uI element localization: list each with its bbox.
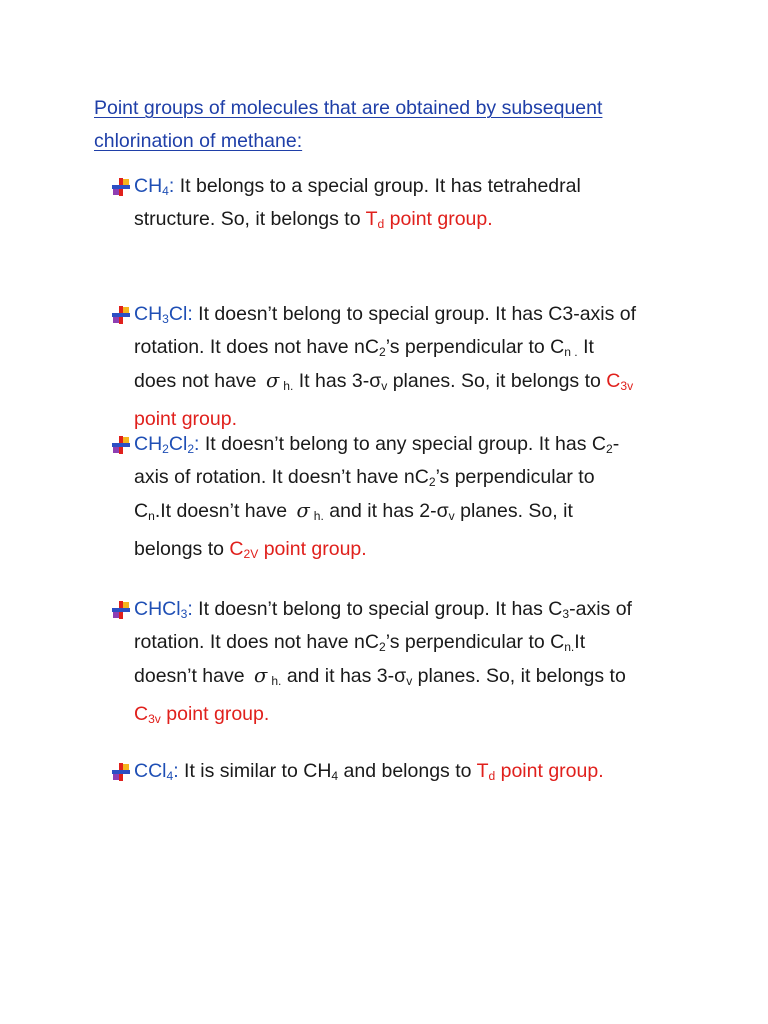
bullet-icon — [112, 178, 130, 196]
chcl3-line-3: doesn’t have σ h. and it has $3-\sigma_v$ planes. So, it belongs to — [134, 664, 626, 689]
sigma-symbol: σ — [296, 499, 310, 522]
sigma-symbol: σ — [265, 369, 280, 392]
ch2cl2-line-2: axis of rotation. It doesn’t have $nC_2’s$ perpendicular to — [134, 466, 595, 490]
ch3cl-line-3: does not have σ h. It has $3-\sigma_v$ planes. So, it belongs to $C_{3v}$ — [134, 369, 634, 394]
entry-chcl3 — [112, 593, 712, 731]
formula-chcl3: CHCl$_3$: — [134, 598, 193, 622]
entry-ch4 — [112, 170, 712, 236]
formula-ch2cl2: $CH_2Cl_2$: — [134, 433, 200, 457]
bullet-icon — [112, 763, 130, 781]
bullet-icon — [112, 601, 130, 619]
entry-ccl4 — [112, 755, 712, 788]
ch3cl-line-1: It doesn’t belong to special group. It has C3-axis of — [192, 303, 637, 325]
ccl4-line-1: It is similar to $CH_4$ and belongs to — [178, 760, 477, 784]
ch4-line-2: structure. So, it belongs to — [134, 208, 366, 230]
sigma-symbol: σ — [254, 664, 268, 687]
formula-ch4: $CH_4$: — [134, 175, 175, 199]
formula-ccl4: CCl$_4$: — [134, 760, 179, 784]
ch3cl-line-2: rotation. It does not have $nC_2’s$ perpendicular to $C_{n .}$ It — [134, 336, 594, 360]
heading-line-2: chlorination of methane: — [94, 130, 303, 152]
point-group-td: $T_d$ point group. — [476, 760, 604, 784]
ch2cl2-line-4: belongs to $C_{2V}$ point group. — [134, 538, 367, 562]
ch2cl2-line-1: It doesn’t belong to any special group. It has $C_2-$ — [199, 433, 620, 457]
chcl3-line-2: rotation. It does not have $nC_2’s$ perpendicular to $C_{n.}It$ — [134, 631, 586, 655]
point-group-c3v: $C_{3v}$ point group. — [134, 703, 270, 727]
ch4-line-1: It belongs to a special group. It has tetrahedral — [179, 175, 581, 197]
bullet-icon — [112, 436, 130, 454]
formula-ch3cl: $CH_3Cl$: — [134, 303, 193, 327]
point-group-td: $T_d$ point group. — [365, 208, 493, 232]
ch3cl-point-group-text: point group. — [134, 408, 237, 431]
heading-line-1: Point groups of molecules that are obtained by subsequent — [94, 97, 603, 119]
ch2cl2-line-3: $C_n.It$ doesn’t have σ h. and it has $2-\sigma_v$ planes. So, it — [134, 499, 573, 524]
entry-ch3cl — [112, 298, 712, 436]
bullet-icon — [112, 306, 130, 324]
entry-ch2cl2 — [112, 428, 712, 566]
chcl3-line-1: It doesn’t belong to special group. It has $C_3$-axis of — [192, 598, 632, 622]
document-heading — [94, 92, 694, 158]
point-group-c3v: $C_{3v}$ — [606, 370, 634, 394]
point-group-c2v: $C_{2V}$ point group. — [229, 538, 367, 562]
